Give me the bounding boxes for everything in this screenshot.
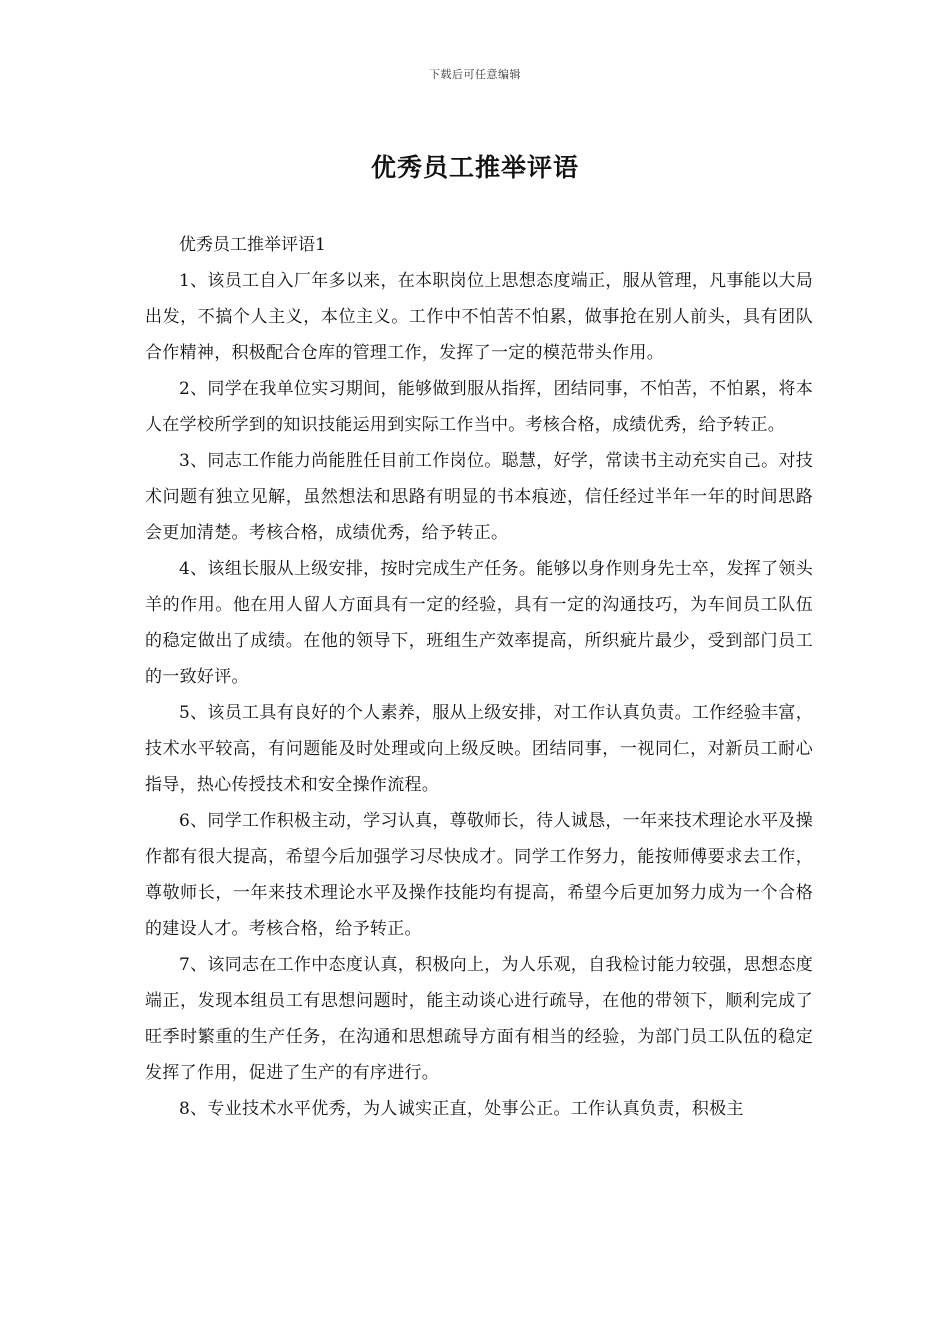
section-subheading: 优秀员工推举评语1 xyxy=(179,235,326,255)
paragraph-6: 6、同学工作积极主动，学习认真，尊敬师长，待人诚恳，一年来技术理论水平及操作都有很大提高，希望今后加强学习尽快成才。同学工作努力，能按师傅要求去工作，尊敬师长，一年来技术理论水平及操作技能均有提高，希望今后更加努力成为一个合格的建设人才。考核合格，给予转正。 xyxy=(145,811,813,939)
paragraph-3: 3、同志工作能力尚能胜任目前工作岗位。聪慧，好学，常读书主动充实自己。对技术问题有独立见解，虽然想法和思路有明显的书本痕迹，信任经过半年一年的时间思路会更加清楚。考核合格，成绩优秀，给予转正。 xyxy=(145,451,813,543)
document-body xyxy=(145,227,813,1127)
paragraph-1: 1、该员工自入厂年多以来，在本职岗位上思想态度端正，服从管理，凡事能以大局出发，不搞个人主义，本位主义。工作中不怕苦不怕累，做事抢在别人前头，具有团队合作精神，积极配合仓库的管理工作，发挥了一定的模范带头作用。 xyxy=(145,271,813,363)
paragraph-2: 2、同学在我单位实习期间，能够做到服从指挥，团结同事，不怕苦，不怕累，将本人在学校所学到的知识技能运用到实际工作当中。考核合格，成绩优秀，给予转正。 xyxy=(145,379,813,435)
paragraph-8: 8、专业技术水平优秀，为人诚实正直，处事公正。工作认真负责，积极主 xyxy=(179,1099,744,1119)
header-note: 下载后可任意编辑 xyxy=(429,68,521,81)
paragraph-5: 5、该员工具有良好的个人素养，服从上级安排，对工作认真负责。工作经验丰富，技术水平较高，有问题能及时处理或向上级反映。团结同事，一视同仁，对新员工耐心指导，热心传授技术和安全操作流程。 xyxy=(145,703,813,795)
paragraph-7: 7、该同志在工作中态度认真，积极向上，为人乐观，自我检讨能力较强，思想态度端正，发现本组员工有思想问题时，能主动谈心进行疏导，在他的带领下，顺利完成了旺季时繁重的生产任务，在沟通和思想疏导方面有相当的经验，为部门员工队伍的稳定发挥了作用，促进了生产的有序进行。 xyxy=(145,955,813,1083)
document-title: 优秀员工推举评语 xyxy=(370,153,579,182)
paragraph-4: 4、该组长服从上级安排，按时完成生产任务。能够以身作则身先士卒，发挥了领头羊的作用。他在用人留人方面具有一定的经验，具有一定的沟通技巧，为车间员工队伍的稳定做出了成绩。在他的领导下，班组生产效率提高，所织疵片最少，受到部门员工的一致好评。 xyxy=(145,559,813,687)
